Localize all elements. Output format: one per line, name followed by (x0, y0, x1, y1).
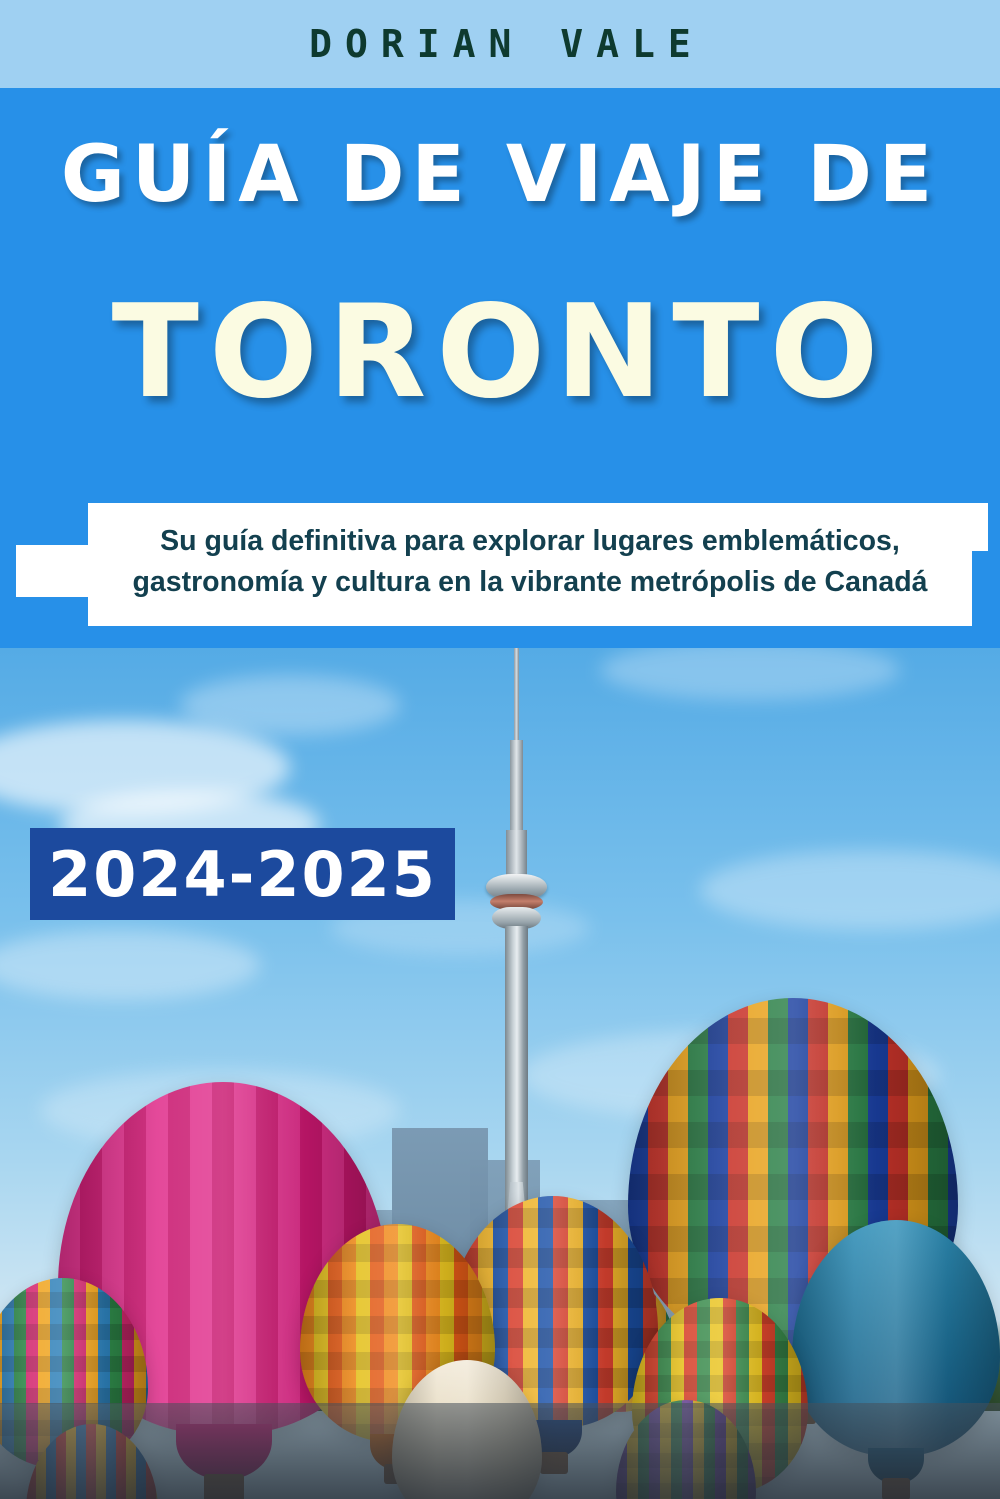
year-badge-text: 2024-2025 (48, 837, 437, 911)
tower-antenna-base (510, 740, 523, 832)
author-band (0, 0, 1000, 88)
tower-main-shaft (505, 926, 528, 1226)
cloud-shape (700, 850, 1000, 930)
subtitle-band (88, 503, 972, 626)
title-line-1: GUÍA DE VIAJE DE (60, 130, 940, 220)
year-badge (30, 828, 455, 920)
title-line-2: TORONTO (111, 278, 889, 427)
tower-upper-shaft (506, 830, 527, 878)
crowd-ground (0, 1403, 1000, 1499)
cloud-shape (0, 930, 260, 1000)
subtitle-line-2: gastronomía y cultura en la vibrante metrópolis de Canadá (132, 566, 928, 599)
subtitle-line-1: Su guía definitiva para explorar lugares emblemáticos, (160, 525, 900, 557)
subtitle-notch-left (16, 545, 90, 597)
author-name: DORIAN VALE (309, 22, 704, 66)
cover-photo (0, 600, 1000, 1499)
cloud-shape (600, 640, 900, 700)
cloud-shape (180, 675, 400, 735)
